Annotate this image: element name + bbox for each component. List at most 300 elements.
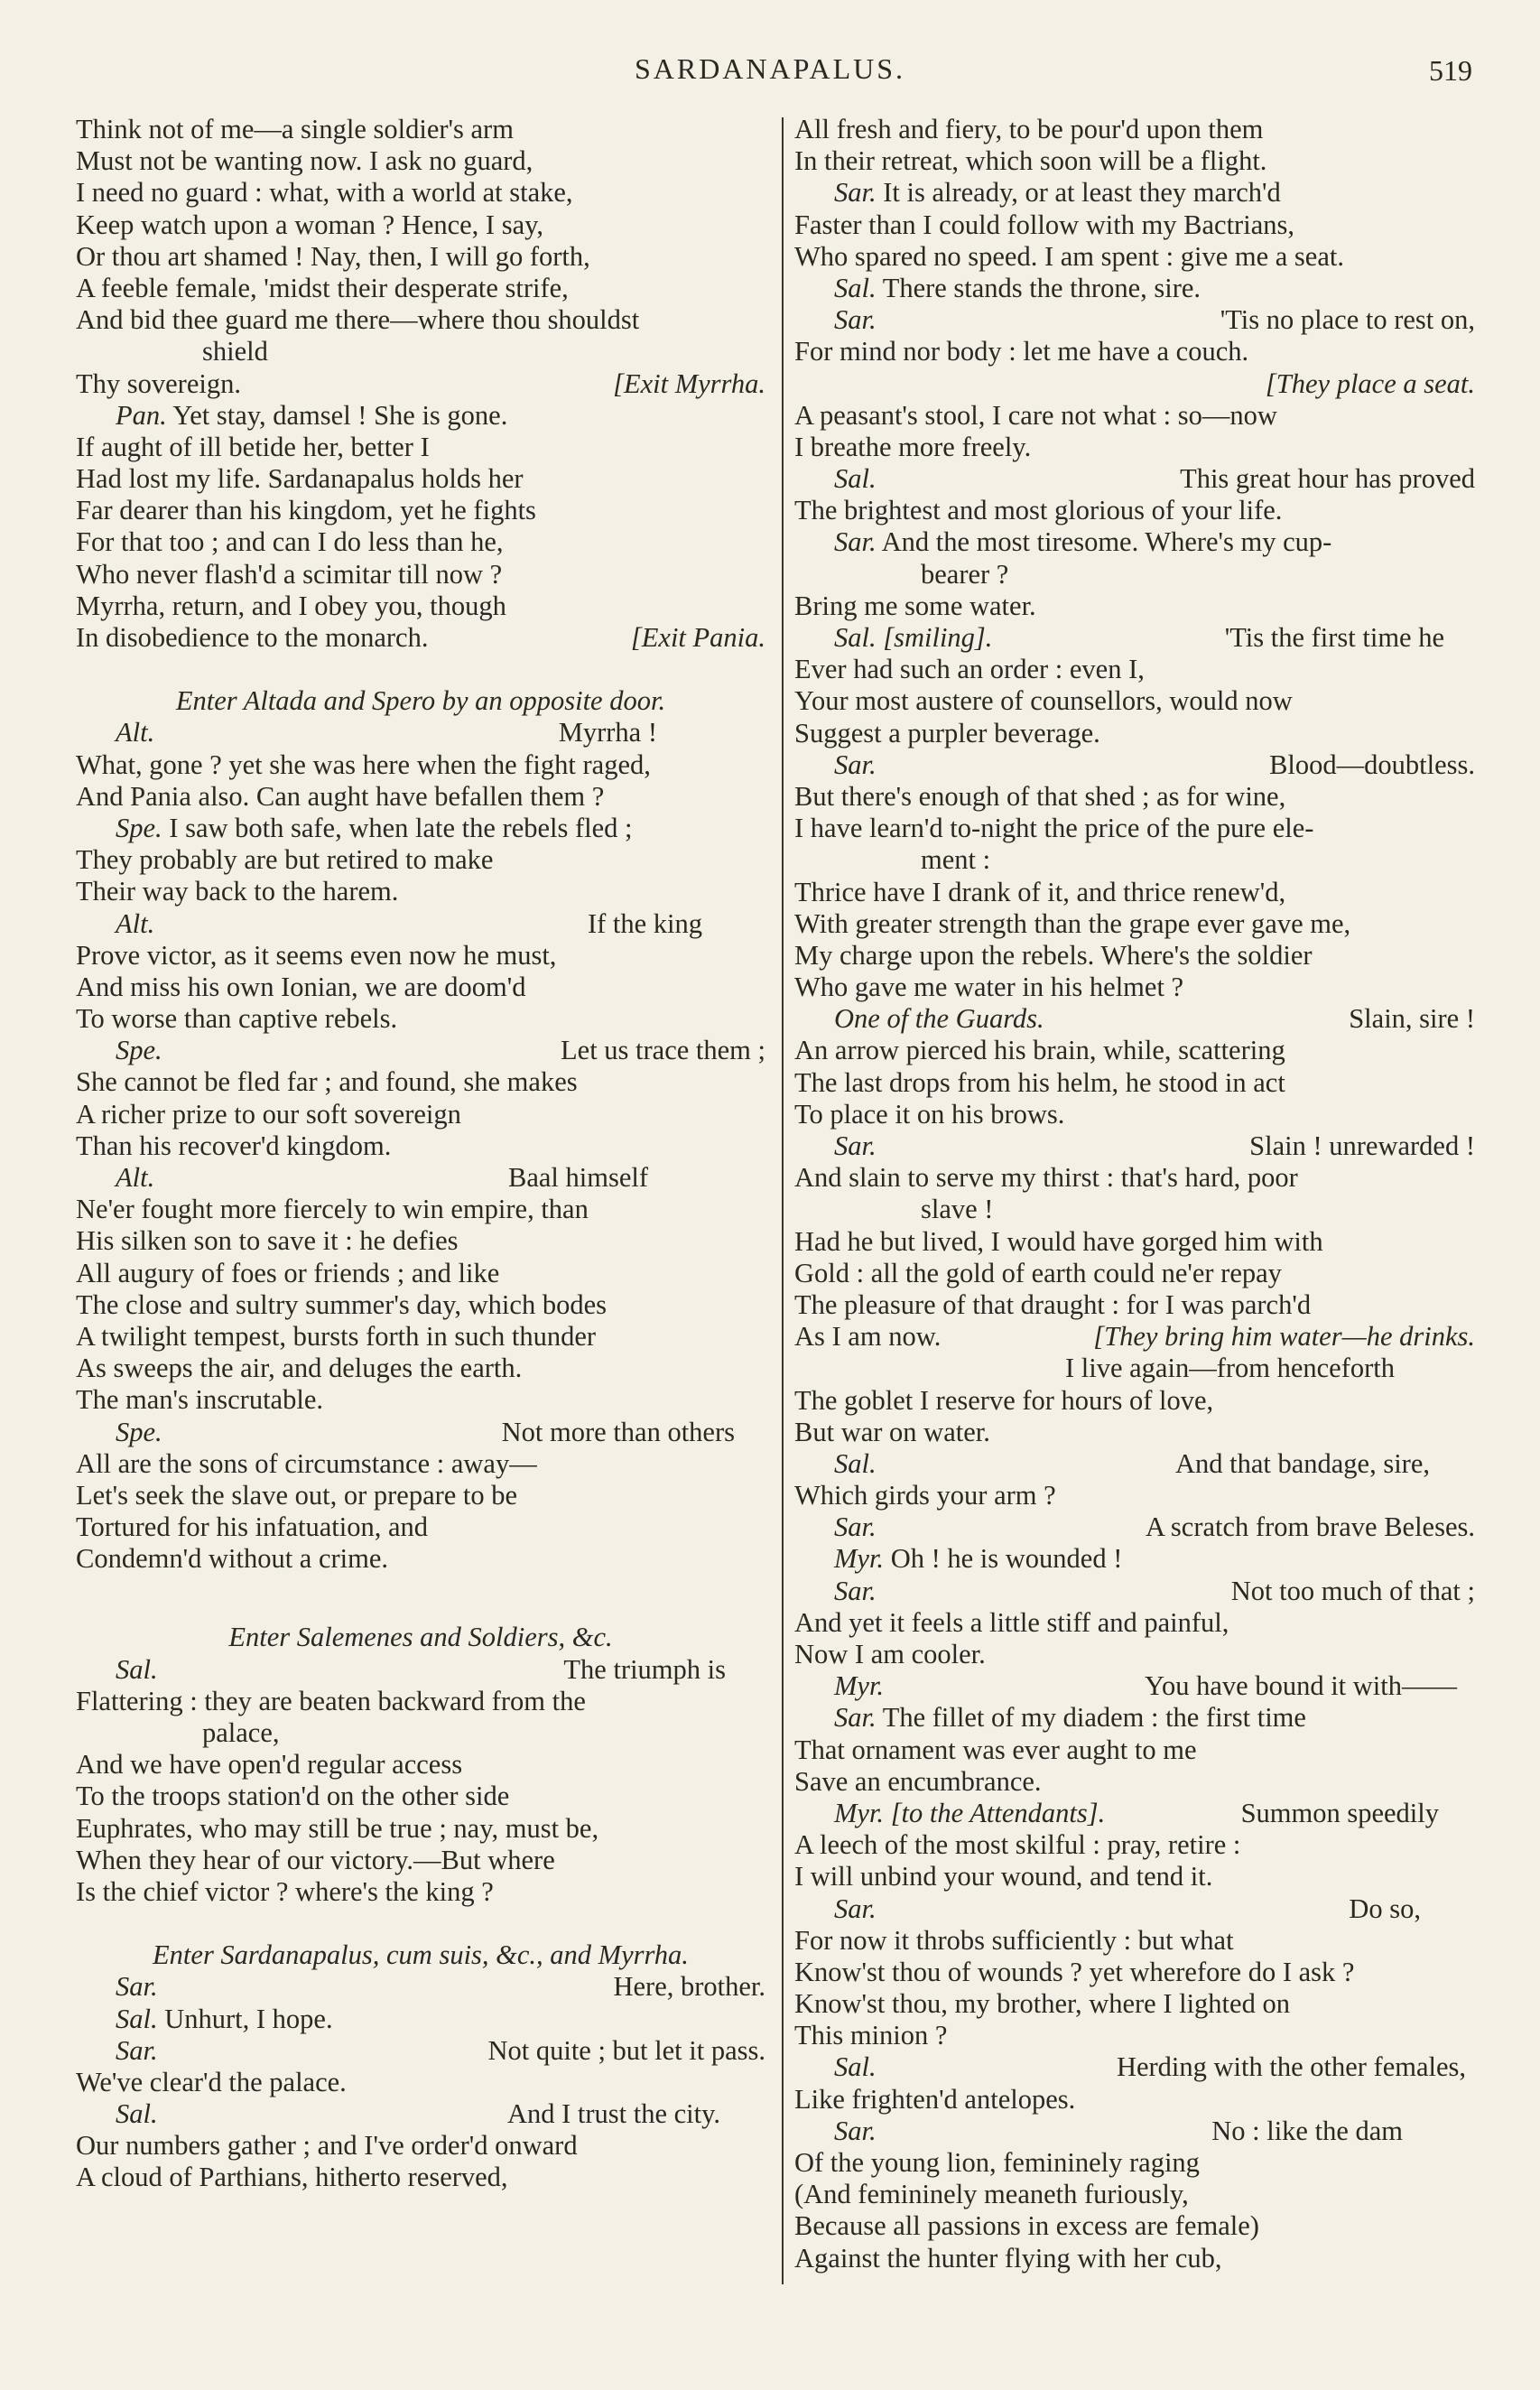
verse-text: An arrow pierced his brain, while, scattering <box>794 1035 1285 1066</box>
verse-text: bearer ? <box>921 558 1009 590</box>
verse-text: Who never flash'd a scimitar till now ? <box>76 558 503 590</box>
verse-text: To worse than captive rebels. <box>76 1003 398 1035</box>
verse-line <box>76 2162 765 2193</box>
verse-line <box>794 1480 1475 1511</box>
verse-line <box>794 2243 1475 2274</box>
speaker-name: Spe. <box>116 1416 162 1447</box>
verse-text: Yet stay, damsel ! She is gone. <box>172 399 508 431</box>
verse-text-right: The triumph is <box>563 1653 726 1685</box>
verse-line <box>794 1226 1475 1258</box>
speech-line <box>76 908 765 940</box>
verse-text: A cloud of Parthians, hitherto reserved, <box>76 2162 508 2193</box>
verse-text: To place it on his brows. <box>794 1098 1065 1130</box>
verse-line <box>76 1384 765 1416</box>
verse-text: It is already, or at least they march'd <box>883 177 1281 209</box>
speaker-name: Sar. <box>834 1892 877 1924</box>
verse-line <box>76 876 765 907</box>
verse-line <box>76 1130 765 1162</box>
verse-line <box>76 1099 765 1130</box>
verse-line <box>794 368 1475 400</box>
verse-text: I saw both safe, when late the rebels fled ; <box>169 812 633 843</box>
verse-text: For that too ; and can I do less than he, <box>76 526 504 558</box>
right-column <box>794 114 1475 2274</box>
stanza-gap <box>76 1575 765 1622</box>
speech-line <box>794 622 1475 654</box>
verse-text-right: Not more than others <box>501 1416 735 1447</box>
speaker-name: Alt. <box>116 717 155 749</box>
verse-text: Thrice have I drank of it, and thrice renew'd, <box>794 876 1286 907</box>
verse-text-right: Myrrha ! <box>558 717 657 749</box>
verse-line <box>76 2130 765 2162</box>
speaker-name: Sal. <box>834 622 877 653</box>
speech-line <box>76 1035 765 1066</box>
speech-line <box>76 2004 765 2035</box>
verse-text: Which girds your arm ? <box>794 1480 1056 1511</box>
speaker-name: Sal. <box>834 1447 877 1479</box>
verse-text-right: And I trust the city. <box>506 2098 720 2130</box>
verse-text: Suggest a purpler beverage. <box>794 717 1100 749</box>
verse-line <box>76 1543 765 1575</box>
speech-line <box>794 2116 1475 2147</box>
verse-line <box>76 1781 765 1812</box>
verse-line <box>794 877 1475 908</box>
verse-text: Condemn'd without a crime. <box>76 1543 389 1575</box>
speech-line <box>76 1417 765 1448</box>
stage-direction-right: [Exit Pania. <box>630 622 765 653</box>
verse-continuation <box>794 1194 1475 1225</box>
speech-line <box>794 2051 1475 2083</box>
verse-text: Tortured for his infatuation, and <box>76 1511 429 1543</box>
verse-line <box>794 1099 1475 1130</box>
verse-line <box>794 1289 1475 1321</box>
verse-text: That ornament was ever aught to me <box>794 1734 1197 1765</box>
verse-line <box>794 972 1475 1003</box>
speech-line <box>794 1448 1475 1480</box>
verse-text: All are the sons of circumstance : away— <box>76 1447 537 1479</box>
verse-text: Ne'er fought more fiercely to win empire, than <box>76 1194 589 1225</box>
speaker-name: One of the Guards. <box>834 1003 1044 1035</box>
verse-text: Oh ! he is wounded ! <box>890 1543 1123 1575</box>
verse-text-right: Baal himself <box>507 1162 648 1193</box>
verse-line <box>76 463 765 495</box>
verse-line <box>76 1876 765 1908</box>
speaker-name: Sal. <box>116 2003 158 2034</box>
verse-text: A peasant's stool, I care not what : so—now <box>794 399 1277 431</box>
speech-line <box>794 1670 1475 1702</box>
verse-text: The close and sultry summer's day, which bodes <box>76 1288 607 1320</box>
verse-text: Unhurt, I hope. <box>164 2003 333 2034</box>
verse-text: Think not of me—a single soldier's arm <box>76 114 514 144</box>
verse-line <box>76 432 765 463</box>
verse-line <box>76 1353 765 1384</box>
verse-line <box>76 1194 765 1225</box>
verse-text: Far dearer than his kingdom, yet he fights <box>76 495 536 526</box>
verse-text: Bring me some water. <box>794 590 1036 621</box>
verse-text: Or thou art shamed ! Nay, then, I will go forth, <box>76 240 590 272</box>
verse-text-right: This great hour has proved <box>1180 463 1475 495</box>
verse-line <box>76 749 765 781</box>
left-column <box>76 114 765 2194</box>
verse-line <box>76 1225 765 1257</box>
speaker-name: Spe. <box>116 1035 162 1066</box>
verse-text: The pleasure of that draught : for I was parch'd <box>794 1288 1312 1320</box>
verse-continuation <box>76 336 765 367</box>
verse-text: Because all passions in excess are female) <box>794 2210 1259 2242</box>
verse-text: Thy sovereign. <box>76 367 241 399</box>
verse-text-right: Summon speedily <box>1240 1797 1439 1828</box>
verse-line <box>794 654 1475 685</box>
verse-text: Must not be wanting now. I ask no guard, <box>76 145 533 177</box>
running-head: SARDANAPALUS. <box>634 52 906 85</box>
speaker-name: Sar. <box>834 1575 877 1606</box>
verse-text-right: Do so, <box>1349 1892 1421 1924</box>
verse-text: I live again—from henceforth <box>1065 1353 1396 1384</box>
verse-text: The goblet I reserve for hours of love, <box>794 1384 1214 1416</box>
speech-line <box>76 717 765 749</box>
verse-line <box>794 209 1475 241</box>
verse-line <box>76 972 765 1003</box>
verse-text-right: No : like the dam <box>1211 2115 1403 2146</box>
verse-text: All fresh and fiery, to be pour'd upon them <box>794 114 1264 144</box>
stage-direction-text: Enter Salemenes and Soldiers, &c. <box>228 1622 613 1653</box>
verse-line <box>794 400 1475 432</box>
verse-line <box>794 1957 1475 1988</box>
verse-line <box>76 591 765 622</box>
verse-line <box>76 1003 765 1035</box>
verse-text: Faster than I could follow with my Bactrians, <box>794 209 1294 240</box>
verse-line <box>76 209 765 241</box>
verse-line <box>794 1988 1475 2020</box>
speaker-name: Sal. <box>834 2051 877 2083</box>
speaker-name: Alt. <box>116 907 155 939</box>
verse-text: I breathe more freely. <box>794 431 1032 462</box>
verse-text-right: A scratch from brave Beleses. <box>1145 1511 1475 1543</box>
speech-line <box>794 177 1475 209</box>
verse-text: Of the young lion, femininely raging <box>794 2147 1200 2178</box>
verse-text: I need no guard : what, with a world at stake, <box>76 177 573 209</box>
verse-line <box>76 940 765 972</box>
verse-line <box>76 1289 765 1321</box>
verse-text: Who gave me water in his helmet ? <box>794 972 1184 1003</box>
verse-text: This minion ? <box>794 2020 948 2051</box>
speech-line <box>76 813 765 844</box>
verse-text: Save an encumbrance. <box>794 1765 1042 1797</box>
speaker-name: Sal. <box>116 1653 158 1685</box>
verse-text: Their way back to the harem. <box>76 876 399 907</box>
verse-text-right: Slain ! unrewarded ! <box>1249 1130 1475 1161</box>
verse-text: I will unbind your wound, and tend it. <box>794 1861 1213 1892</box>
verse-line <box>76 304 765 336</box>
verse-text: My charge upon the rebels. Where's the soldier <box>794 939 1313 971</box>
verse-text: Your most austere of counsellors, would now <box>794 685 1293 717</box>
speaker-name: Sar. <box>834 304 877 336</box>
speaker-name: Sar. <box>834 526 877 558</box>
verse-text: But war on water. <box>794 1416 990 1447</box>
verse-text: All augury of foes or friends ; and like <box>76 1257 500 1288</box>
stage-direction-right: [They place a seat. <box>1265 367 1475 399</box>
verse-text: Had lost my life. Sardanapalus holds her <box>76 463 524 495</box>
verse-line <box>794 2147 1475 2179</box>
verse-text: Against the hunter flying with her cub, <box>794 2242 1222 2274</box>
verse-text: (And femininely meaneth furiously, <box>794 2179 1189 2210</box>
verse-line <box>794 1607 1475 1639</box>
verse-line <box>794 908 1475 940</box>
verse-continuation <box>794 1353 1475 1384</box>
verse-text: The last drops from his helm, he stood in act <box>794 1066 1285 1098</box>
verse-text: Who spared no speed. I am spent : give me a seat. <box>794 240 1344 272</box>
verse-line <box>794 1417 1475 1448</box>
verse-text-right: 'Tis no place to rest on, <box>1220 304 1475 336</box>
verse-line <box>76 177 765 209</box>
verse-text: With greater strength than the grape ever gave me, <box>794 907 1351 939</box>
verse-text: Now I am cooler. <box>794 1639 986 1669</box>
verse-text: And miss his own Ionian, we are doom'd <box>76 971 526 1002</box>
verse-text: His silken son to save it : he defies <box>76 1225 459 1257</box>
verse-line <box>794 1829 1475 1861</box>
verse-line <box>794 2084 1475 2116</box>
verse-text: If aught of ill betide her, better I <box>76 431 430 462</box>
stage-direction-right: [They bring him water—he drinks. <box>1093 1321 1475 1353</box>
verse-line <box>794 1766 1475 1798</box>
verse-text: They probably are but retired to make <box>76 844 494 876</box>
verse-text-right: Let us trace them ; <box>561 1035 765 1066</box>
speaker-name: Sar. <box>834 1511 877 1543</box>
verse-line <box>794 336 1475 367</box>
verse-line <box>794 1734 1475 1766</box>
verse-line <box>76 495 765 526</box>
verse-line <box>794 1385 1475 1417</box>
speech-line <box>794 1130 1475 1162</box>
speech-line <box>794 749 1475 781</box>
verse-text: Let's seek the slave out, or prepare to be <box>76 1479 518 1511</box>
verse-text: There stands the throne, sire. <box>882 272 1201 303</box>
verse-text: slave ! <box>921 1194 994 1225</box>
verse-text: The fillet of my diadem : the first time <box>882 1702 1306 1734</box>
verse-line <box>794 1035 1475 1066</box>
verse-text-right: Not too much of that ; <box>1230 1575 1475 1606</box>
speech-line <box>794 1003 1475 1035</box>
verse-line <box>794 145 1475 177</box>
verse-line <box>76 1749 765 1781</box>
verse-text: A leech of the most skilful : pray, retire : <box>794 1829 1241 1861</box>
speech-line <box>794 1798 1475 1829</box>
stanza-gap <box>76 654 765 685</box>
speaker-name: Sar. <box>116 2034 158 2066</box>
verse-text: But there's enough of that shed ; as for wine, <box>794 780 1286 812</box>
verse-line <box>794 1321 1475 1353</box>
verse-text-right: And that bandage, sire, <box>1174 1447 1430 1479</box>
speaker-name: Sar. <box>834 1130 877 1161</box>
verse-text: And the most tiresome. Where's my cup- <box>881 526 1332 558</box>
speaker-name: Sar. <box>834 1702 877 1734</box>
verse-line <box>76 241 765 273</box>
verse-text-right: If the king <box>587 907 702 939</box>
verse-text: And slain to serve my thirst : that's hard, poor <box>794 1162 1298 1194</box>
stage-direction <box>76 685 765 717</box>
speech-line <box>76 1654 765 1686</box>
stanza-gap <box>76 1908 765 1939</box>
inline-direction: [smiling]. <box>883 622 993 653</box>
verse-line <box>76 1480 765 1511</box>
verse-text: For mind nor body : let me have a couch. <box>794 336 1249 367</box>
verse-text: In their retreat, which soon will be a flight. <box>794 145 1267 177</box>
speech-line <box>76 1162 765 1194</box>
stage-direction-text: Enter Sardanapalus, cum suis, &c., and Myrrha. <box>153 1939 689 1971</box>
verse-text: As I am now. <box>794 1321 942 1353</box>
verse-text-right: Herding with the other females, <box>1116 2051 1466 2083</box>
speech-line <box>794 1576 1475 1607</box>
verse-line <box>76 1258 765 1289</box>
verse-text: And bid thee guard me there—where thou shouldst <box>76 304 640 336</box>
verse-text: Keep watch upon a woman ? Hence, I say, <box>76 209 544 240</box>
speaker-name: Pan. <box>116 399 167 431</box>
speech-line <box>794 273 1475 304</box>
verse-line <box>76 1511 765 1543</box>
verse-line <box>76 2067 765 2098</box>
verse-text: And Pania also. Can aught have befallen them ? <box>76 780 605 812</box>
verse-line <box>794 1639 1475 1670</box>
stage-direction <box>76 1622 765 1653</box>
speaker-name: Sar. <box>116 1971 158 2003</box>
verse-line <box>76 1321 765 1353</box>
speech-line <box>76 2035 765 2067</box>
speech-line <box>794 1543 1475 1575</box>
verse-text: What, gone ? yet she was here when the fight raged, <box>76 749 651 780</box>
verse-text: Had he but lived, I would have gorged him with <box>794 1225 1323 1257</box>
verse-text-right: Blood—doubtless. <box>1269 749 1475 780</box>
verse-text: Is the chief victor ? where's the king ? <box>76 1875 494 1907</box>
verse-line <box>794 1067 1475 1099</box>
column-rule <box>782 117 784 2284</box>
verse-text: Gold : all the gold of earth could ne'er repay <box>794 1257 1282 1288</box>
verse-line <box>76 1066 765 1098</box>
verse-text: In disobedience to the monarch. <box>76 622 429 653</box>
verse-line <box>76 1686 765 1717</box>
verse-text: A twilight tempest, bursts forth in such thunder <box>76 1320 597 1352</box>
verse-line <box>76 1845 765 1876</box>
verse-line <box>794 495 1475 526</box>
stage-direction-text: Enter Altada and Spero by an opposite door. <box>175 685 666 717</box>
verse-line <box>76 1813 765 1845</box>
verse-text-right: Here, brother. <box>613 1971 765 2003</box>
speech-line <box>794 1702 1475 1734</box>
verse-line <box>76 368 765 400</box>
speaker-name: Spe. <box>116 812 162 843</box>
verse-line <box>76 622 765 654</box>
speech-line <box>76 2098 765 2130</box>
verse-text: Than his recover'd kingdom. <box>76 1130 392 1161</box>
verse-line <box>794 718 1475 749</box>
verse-text: And we have open'd regular access <box>76 1749 463 1781</box>
verse-line <box>794 1861 1475 1892</box>
speech-line <box>794 526 1475 558</box>
verse-text-right: Not quite ; but let it pass. <box>487 2034 765 2066</box>
verse-text: shield <box>202 336 268 367</box>
verse-text: A feeble female, 'midst their desperate strife, <box>76 272 569 303</box>
verse-line <box>794 940 1475 972</box>
verse-text: We've clear'd the palace. <box>76 2066 347 2097</box>
speech-line <box>794 463 1475 495</box>
inline-direction: [to the Attendants]. <box>890 1797 1106 1828</box>
speaker-name: Sal. <box>834 272 877 303</box>
verse-text: I have learn'd to-night the price of the pure ele- <box>794 813 1314 844</box>
verse-line <box>794 241 1475 273</box>
speaker-name: Alt. <box>116 1162 155 1193</box>
speaker-name: Myr. <box>834 1543 885 1575</box>
verse-text: Know'st thou of wounds ? yet wherefore do I ask ? <box>794 1956 1355 1987</box>
verse-line <box>794 432 1475 463</box>
page-number: 519 <box>1429 54 1472 87</box>
verse-line <box>794 2210 1475 2242</box>
verse-line <box>76 781 765 813</box>
speech-line <box>794 1893 1475 1925</box>
verse-text-right: 'Tis the first time he <box>1224 622 1444 653</box>
verse-continuation <box>76 1717 765 1749</box>
verse-text: ment : <box>921 844 991 876</box>
verse-line <box>76 844 765 876</box>
verse-text: Like frighten'd antelopes. <box>794 2083 1076 2115</box>
verse-line <box>76 1448 765 1480</box>
verse-line <box>794 2020 1475 2051</box>
verse-line <box>76 273 765 304</box>
verse-line <box>76 145 765 177</box>
verse-text: A richer prize to our soft sovereign <box>76 1098 461 1130</box>
speaker-name: Sal. <box>116 2098 158 2130</box>
verse-text: Ever had such an order : even I, <box>794 654 1145 685</box>
verse-text: To the troops station'd on the other side <box>76 1781 510 1812</box>
verse-text: palace, <box>202 1717 280 1748</box>
speech-line <box>76 1971 765 2003</box>
verse-line <box>794 1162 1475 1194</box>
verse-text: Prove victor, as it seems even now he must, <box>76 939 557 971</box>
verse-text: The man's inscrutable. <box>76 1384 323 1416</box>
speaker-name: Myr. <box>834 1797 885 1828</box>
verse-line <box>794 114 1475 145</box>
verse-text: When they hear of our victory.—But where <box>76 1844 555 1875</box>
verse-continuation <box>794 844 1475 876</box>
stage-direction <box>76 1939 765 1971</box>
speech-line <box>794 1511 1475 1543</box>
verse-line <box>76 114 765 145</box>
verse-text: The brightest and most glorious of your life. <box>794 495 1283 526</box>
verse-line <box>794 685 1475 717</box>
verse-line <box>794 1258 1475 1289</box>
speech-line <box>794 304 1475 336</box>
speaker-name: Sar. <box>834 2115 877 2146</box>
verse-text: Myrrha, return, and I obey you, though <box>76 590 506 621</box>
verse-text: Flattering : they are beaten backward from the <box>76 1685 586 1716</box>
verse-line <box>794 2179 1475 2210</box>
verse-text: Euphrates, who may still be true ; nay, must be, <box>76 1812 599 1844</box>
speaker-name: Myr. <box>834 1670 885 1702</box>
verse-line <box>76 526 765 558</box>
verse-line <box>794 781 1475 813</box>
verse-line <box>794 1925 1475 1957</box>
verse-line <box>76 559 765 591</box>
verse-text: She cannot be fled far ; and found, she makes <box>76 1066 578 1098</box>
verse-text: As sweeps the air, and deluges the earth. <box>76 1353 523 1384</box>
speaker-name: Sar. <box>834 177 877 209</box>
verse-line <box>794 591 1475 622</box>
speaker-name: Sar. <box>834 749 877 780</box>
verse-text: Our numbers gather ; and I've order'd onward <box>76 2130 578 2162</box>
verse-text: For now it throbs sufficiently : but what <box>794 1924 1234 1956</box>
verse-text-right: You have bound it with—— <box>1145 1670 1457 1702</box>
verse-text: Know'st thou, my brother, where I lighted on <box>794 1988 1290 2020</box>
speaker-name: Sal. <box>834 463 877 495</box>
stage-direction-right: [Exit Myrrha. <box>613 367 765 399</box>
verse-continuation <box>794 559 1475 591</box>
